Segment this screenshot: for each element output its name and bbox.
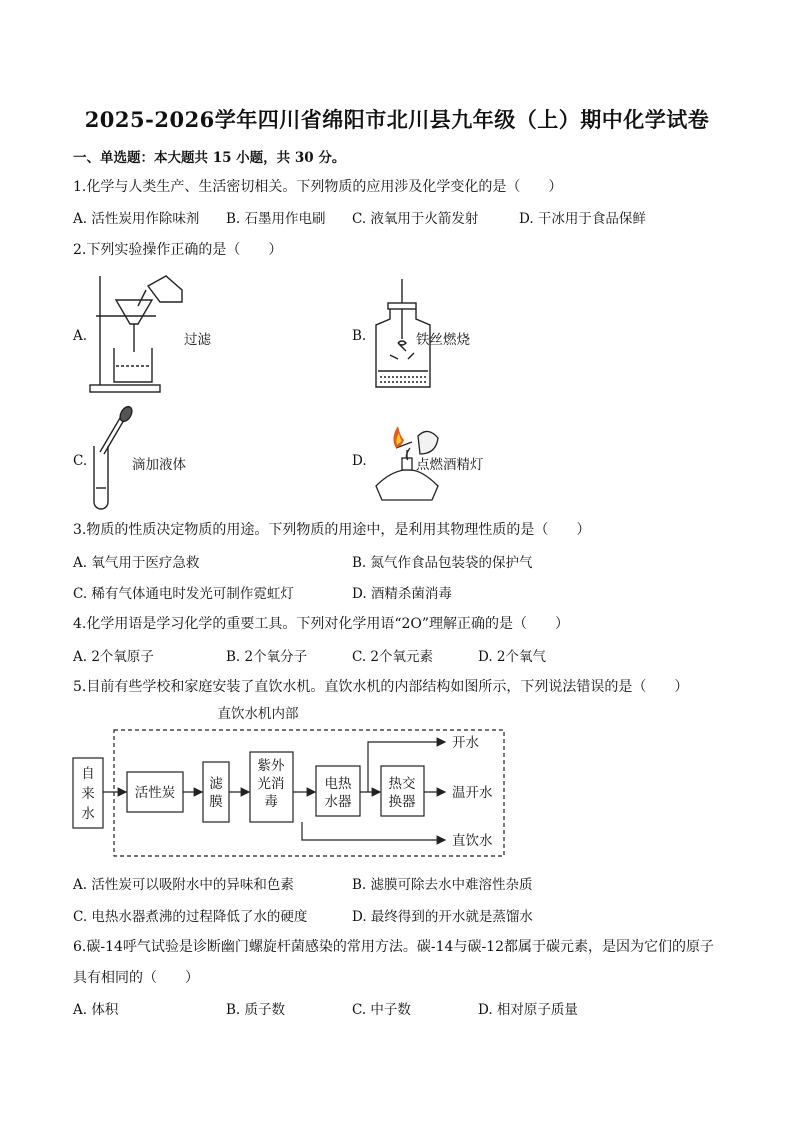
output-warm-water: 温开水	[452, 785, 493, 801]
source-char-3: 水	[81, 806, 95, 822]
question-2-option-c-label: 滴加液体	[132, 457, 186, 473]
question-6-stem-line-2: 具有相同的（ ）	[73, 970, 199, 986]
question-6-stem-line-1: 6.碳-14呼气试验是诊断幽门螺旋杆菌感染的常用方法。碳-14与碳-12都属于碳元素，是因为它们的原子	[73, 939, 714, 955]
question-2-option-d-label: 点燃酒精灯	[416, 457, 484, 473]
source-char-1: 自	[81, 766, 95, 782]
question-4-option-d: D. 2个氧气	[478, 649, 547, 665]
question-1-stem: 1.化学与人类生产、生活密切相关。下列物质的应用涉及化学变化的是（ ）	[73, 179, 563, 195]
question-4-stem: 4.化学用语是学习化学的重要工具。下列对化学用语“2O”理解正确的是（ ）	[73, 616, 570, 632]
page-title: 2025-2026学年四川省绵阳市北川县九年级（上）期中化学试卷	[84, 107, 710, 132]
filter-membrane-char-1: 滤	[209, 776, 223, 792]
question-5-stem: 5.目前有些学校和家庭安装了直饮水机。直饮水机的内部结构如图所示，下列说法错误的是（ ）	[73, 679, 689, 695]
uv-label-line-1: 紫外	[257, 758, 285, 774]
filter-membrane-char-2: 膜	[209, 794, 223, 810]
heater-label-line-1: 电热	[324, 776, 352, 792]
question-3-option-b: B. 氮气作食品包装袋的保护气	[352, 555, 533, 571]
question-1-option-d: D. 干冰用于食品保鲜	[519, 211, 646, 227]
exchanger-label-line-2: 换器	[388, 794, 416, 810]
question-3-option-c: C. 稀有气体通电时发光可制作霓虹灯	[73, 586, 294, 602]
question-2-option-d-letter: D.	[352, 453, 367, 469]
filtration-apparatus-figure	[86, 272, 186, 394]
question-2-option-b-letter: B.	[352, 328, 367, 344]
activated-carbon-label: 活性炭	[134, 785, 176, 801]
question-6-option-b: B. 质子数	[226, 1002, 286, 1018]
question-2-option-a-label: 过滤	[184, 332, 211, 348]
heater-label-line-2: 水器	[324, 794, 352, 810]
question-5-option-d: D. 最终得到的开水就是蒸馏水	[352, 909, 533, 925]
question-5-option-c: C. 电热水器煮沸的过程降低了水的硬度	[73, 909, 308, 925]
question-2-stem: 2.下列实验操作正确的是（ ）	[73, 242, 283, 258]
question-6-option-c: C. 中子数	[352, 1002, 411, 1018]
question-3-option-d: D. 酒精杀菌消毒	[352, 586, 452, 602]
question-1-option-b: B. 石墨用作电刷	[226, 211, 326, 227]
exchanger-label-line-1: 热交	[388, 776, 416, 792]
dropper-test-tube-figure	[86, 402, 136, 512]
question-6-option-d: D. 相对原子质量	[478, 1002, 578, 1018]
question-4-option-b: B. 2个氧分子	[226, 649, 308, 665]
diagram-heading: 直饮水机内部	[217, 706, 299, 722]
output-boiling-water: 开水	[452, 735, 479, 751]
uv-label-line-2: 光消	[257, 776, 285, 792]
question-1-option-c: C. 液氧用于火箭发射	[352, 211, 479, 227]
question-3-stem: 3.物质的性质决定物质的用途。下列物质的用途中，是利用其物理性质的是（ ）	[73, 522, 591, 538]
question-2-option-a-letter: A.	[73, 328, 88, 344]
question-3-option-a: A. 氧气用于医疗急救	[73, 555, 200, 571]
question-5-option-b: B. 滤膜可除去水中难溶性杂质	[352, 877, 533, 893]
question-4-option-c: C. 2个氧元素	[352, 649, 434, 665]
question-4-option-a: A. 2个氧原子	[73, 649, 154, 665]
water-dispenser-diagram	[70, 700, 540, 865]
section-heading: 一、单选题：本大题共 15 小题，共 30 分。	[73, 150, 346, 166]
question-6-option-a: A. 体积	[73, 1002, 119, 1018]
source-char-2: 来	[81, 786, 95, 802]
question-1-option-a: A. 活性炭用作除味剂	[73, 211, 200, 227]
question-2-option-b-label: 铁丝燃烧	[416, 332, 470, 348]
question-2-option-c-letter: C.	[73, 453, 88, 469]
question-5-option-a: A. 活性炭可以吸附水中的异味和色素	[73, 877, 294, 893]
uv-label-line-3: 毒	[264, 794, 278, 810]
output-drinking-water: 直饮水	[452, 833, 493, 849]
filter-membrane-box	[203, 762, 229, 822]
